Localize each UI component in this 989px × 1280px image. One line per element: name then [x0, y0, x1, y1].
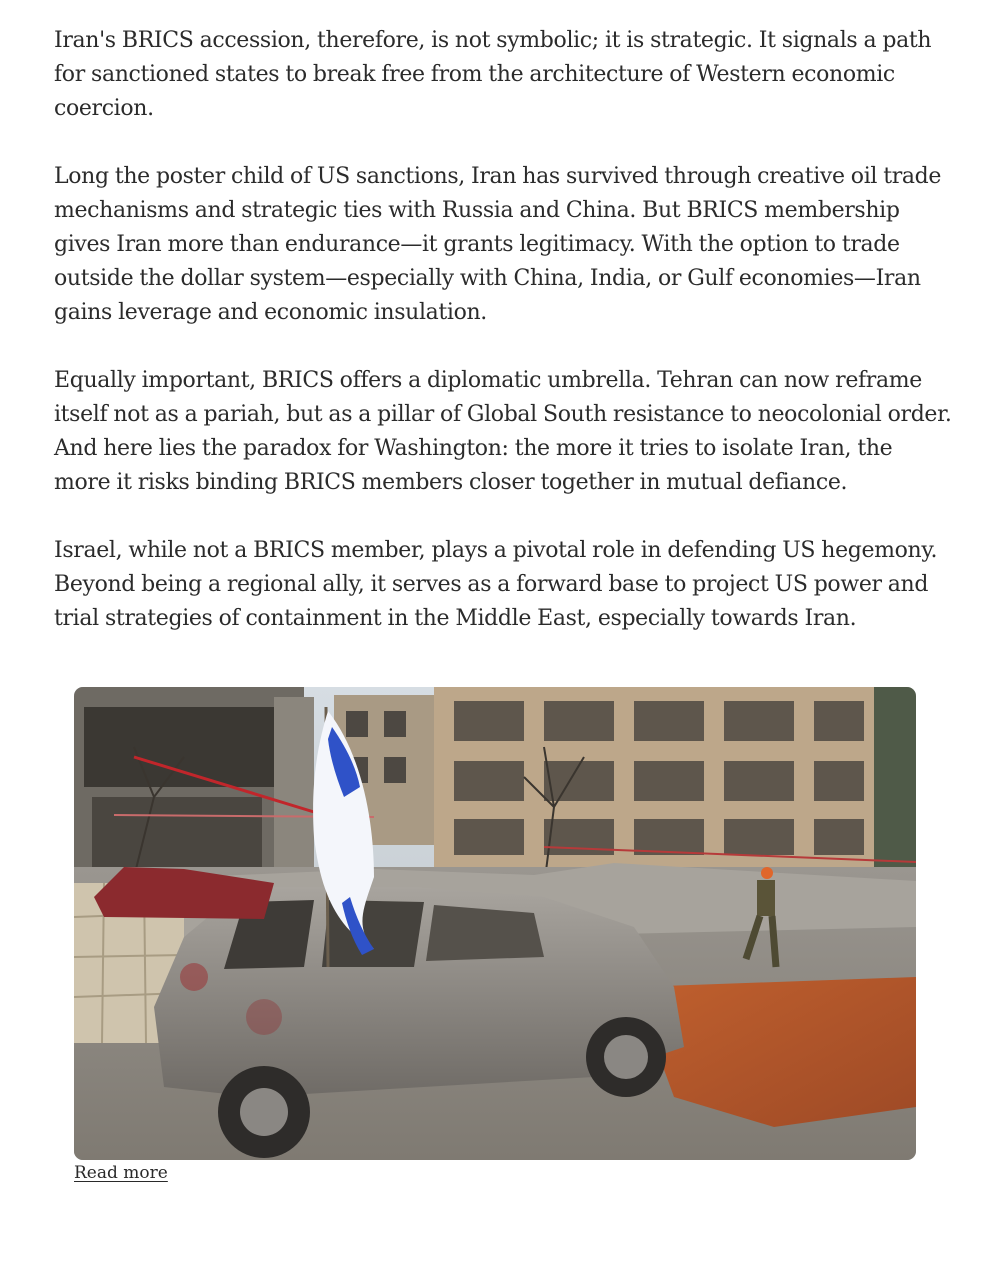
paragraph-4: Israel, while not a BRICS member, plays a pivotal role in defending US hegemony. Beyond being a regional ally, it serves as a forward base to project US power and trial strategies of containment in the Middle East, especially towards Iran.	[54, 538, 938, 631]
destroyed-car-photo	[74, 687, 916, 1160]
paragraph-1: Iran's BRICS accession, therefore, is not symbolic; it is strategic. It signals a path for sanctioned states to break free from the architecture of Western economic coercion.	[54, 28, 932, 121]
paragraph-3: Equally important, BRICS offers a diplomatic umbrella. Tehran can now reframe itself not as a pariah, but as a pillar of Global South resistance to neocolonial order. And here lies the paradox for Washington: the more it tries to isolate Iran, the more it risks binding BRICS members closer together in mutual defiance.	[54, 368, 952, 495]
read-more-link[interactable]: Read more	[74, 1163, 168, 1183]
paragraph-2: Long the poster child of US sanctions, Iran has survived through creative oil trade mechanisms and strategic ties with Russia and China. But BRICS membership gives Iran more than endurance—it grants legitimacy. With the option to trade outside the dollar system—especially with China, India, or Gulf economies—Iran gains leverage and economic insulation.	[54, 164, 942, 325]
article-body	[54, 24, 954, 670]
article-photo[interactable]	[74, 687, 916, 1160]
